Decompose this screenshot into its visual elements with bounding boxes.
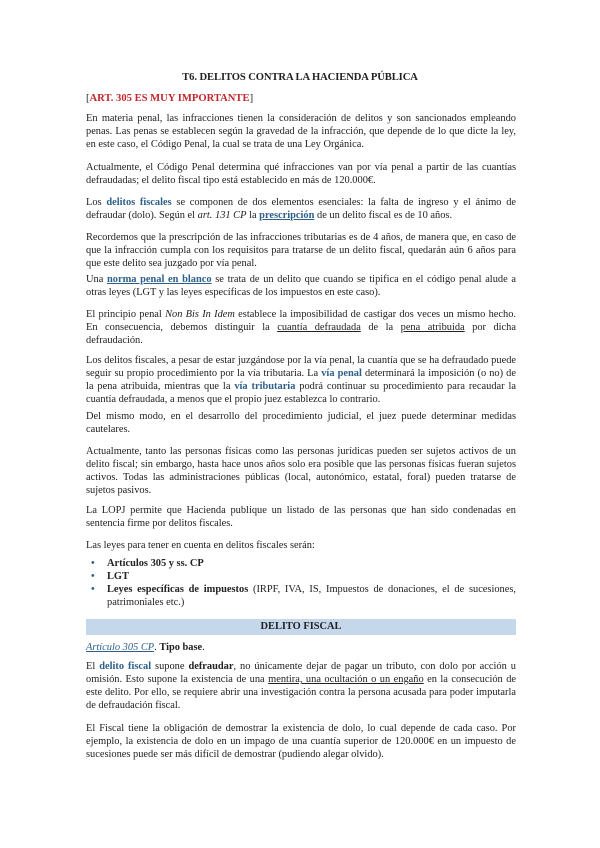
paragraph-norma-penal: Una norma penal en blanco se trata de un delito que cuando se tipifica en el código penal alude a otras leyes (LGT y las leyes específicas de los impuestos en este caso). <box>86 274 516 299</box>
list-item: • Artículos 305 y ss. CP <box>91 558 204 569</box>
laws-list <box>86 557 516 609</box>
ref-art-131: art. 131 CP <box>197 210 247 222</box>
bullet-icon: • <box>91 584 95 596</box>
term-norma-penal-en-blanco: norma penal en blanco <box>107 274 212 285</box>
note-close-bracket: ] <box>249 93 254 104</box>
list-item: • Leyes específicas de impuestos (IRPF, IVA, IS, Impuestos de donaciones, el de sucesiones, patrimoniales etc.) <box>91 584 516 609</box>
paragraph-medidas-cautelares: Del mismo modo, en el desarrollo del procedimiento judicial, el juez puede determinar medidas cautelares. <box>86 411 516 436</box>
section-heading-delito-fiscal: DELITO FISCAL <box>86 619 516 635</box>
bullet-icon: • <box>91 558 95 569</box>
paragraph-prescripcion: Recordemos que la prescripción de las infracciones tributarias es de 4 años, de manera que, en caso de que la infracción cumpla con los requisitos para tratarse de un delito fiscal, quedarán aún 6 años para que este delito sea juzgado por vía penal. <box>86 232 516 270</box>
term-pena-atribuida: pena atribuida <box>400 322 465 334</box>
bullet-icon: • <box>91 571 95 583</box>
term-defraudar: defraudar <box>188 661 234 672</box>
term-cuantia-defraudada: cuantía defraudada <box>277 322 361 334</box>
paragraph-defraudar: El delito fiscal supone defraudar, no únicamente dejar de pagar un tributo, con dolo por acción u omisión. Esto supone la existencia de una mentira, una ocultación o un engaño en la consecución de este delito. Por ello, se requiere abrir una investigación contra la persona acusada para poder imputarla de defraudación fiscal. <box>86 661 517 712</box>
paragraph-leyes: Las leyes para tener en cuenta en delitos fiscales serán: <box>86 540 315 551</box>
term-non-bis-in-idem: Non Bis In Idem <box>165 309 235 320</box>
term-via-penal: vía penal <box>321 368 362 380</box>
term-prescripcion: prescripción <box>259 210 315 222</box>
paragraph-via-penal-tributaria: Los delitos fiscales, a pesar de estar juzgándose por la vía penal, la cuantía que se ha defraudado puede seguir su propio procedimiento por la vía tributaria. La vía penal determinará la imposición (o no) de la pena atribuida, mientras que la vía tributaria podrá continuar su procedimiento para recaudar la cuantía defraudada, a menos que el propio juez establezca lo contrario. <box>86 355 516 406</box>
note-open-bracket: [ <box>86 93 90 104</box>
page-title: T6. DELITOS CONTRA LA HACIENDA PÚBLICA <box>182 72 418 83</box>
term-via-tributaria: vía tributaria <box>234 381 296 393</box>
note-text: ART. 305 ES MUY IMPORTANTE <box>89 93 250 104</box>
paragraph-lopj: La LOPJ permite que Hacienda publique un listado de las personas que han sido condenadas en sentencia firme por delitos fiscales. <box>86 505 516 530</box>
paragraph-materia-penal: En materia penal, las infracciones tienen la consideración de delitos y son sancionados empleando penas. Las penas se establecen según la gravedad de la infracción, que depende de lo que dicte la ley, en este caso, el Código Penal, la cual se trata de una Ley Orgánica. <box>86 113 516 151</box>
link-articulo-305[interactable]: Artículo 305 CP <box>86 642 155 653</box>
paragraph-non-bis-in-idem: El principio penal Non Bis In Idem establece la imposibilidad de castigar dos veces un mismo hecho. En consecuencia, debemos distinguir la cuantía defraudada de la pena atribuida por dicha defraudación. <box>86 309 516 347</box>
importance-note <box>86 92 253 105</box>
paragraph-delitos-fiscales: Los delitos fiscales se componen de dos elementos esenciales: la falta de ingreso y el ánimo de defraudar (dolo). Según el art. 131 CP la prescripción de un delito fiscal es de 10 años. <box>86 197 517 222</box>
subheading-articulo-305: Artículo 305 CP. Tipo base. <box>86 642 205 653</box>
paragraph-codigo-penal: Actualmente, el Código Penal determina qué infracciones van por vía penal a partir de las cuantías defraudadas; el delito fiscal tipo está establecido en más de 120.000€. <box>86 162 516 187</box>
paragraph-sujetos: Actualmente, tanto las personas físicas como las personas jurídicas pueden ser sujetos activos de un delito fiscal; sin embargo, hasta hace unos años solo era posible que las personas físicas fueran sujetos activos. Todas las administraciones públicas (local, autonómico, estatal, foral) pueden tratarse de sujetos pasivos. <box>86 446 516 497</box>
list-item: • LGT <box>91 571 129 583</box>
term-mentira-ocultacion-engano: mentira, una ocultación o un engaño <box>268 674 424 686</box>
term-delitos-fiscales: delitos fiscales <box>106 197 172 208</box>
term-delito-fiscal: delito fiscal <box>99 661 152 672</box>
paragraph-fiscal-dolo: El Fiscal tiene la obligación de demostrar la existencia de dolo, lo cual depende de cada caso. Por ejemplo, la existencia de dolo en un impago de una cuantía superior de 120.000€ en un impuesto de sucesiones puede ser más difícil de demostrar (pudiendo alegar olvido). <box>86 723 516 761</box>
